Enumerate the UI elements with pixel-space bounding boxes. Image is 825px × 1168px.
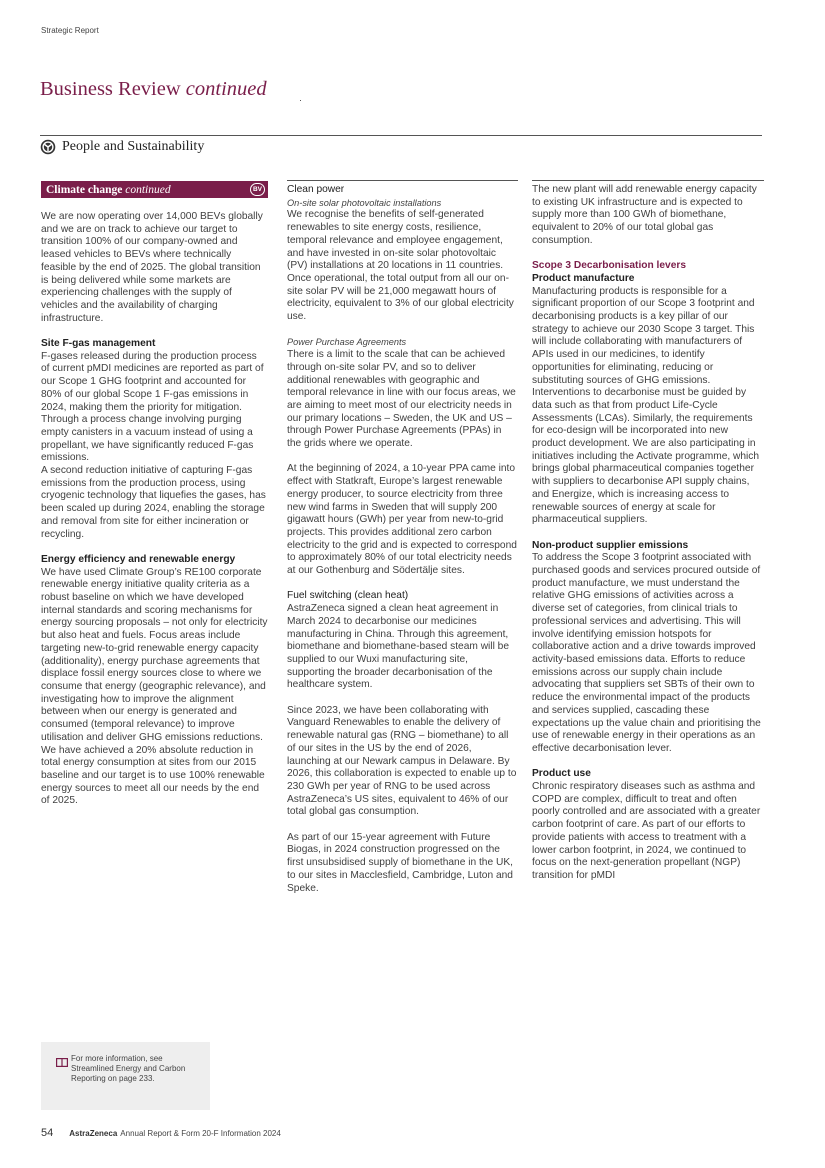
fuel-paragraph-1: AstraZeneca signed a clean heat agreement in March 2024 to decarbonise our medicines manufacturing in China. Through this agreement, biomethane and biomethane-based steam will be supplied to our Wuxi manufacturing site, supporting the broader decarbonisation of the healthcare system. [287, 603, 510, 691]
product-use-paragraph: Chronic respiratory diseases such as asthma and COPD are complex, difficult to treat and often poorly controlled and are associated with a greater carbon footprint of care. As part of our efforts to provide patients with access to treatment with a lower carbon footprint, in 2024, we continued to focus on the next-generation propellant (NGP) transition for pMDI [532, 781, 761, 881]
solar-paragraph: We recognise the benefits of self-generated renewables to site energy costs, resilience, temporal relevance and employee engagement, and have invested in on-site solar photovoltaic (PV) installations at 20 locations in 11 countries. Once operational, the total output from all our on-site solar PV will be 21,000 megawatt hours of electricity, equivalent to 3% of our global electricity use. [287, 209, 514, 323]
banner-title [46, 184, 171, 196]
page-title [40, 78, 267, 101]
fgas-paragraph-1: F-gases released during the production process of current pMDI medicines are reported as part of our Scope 1 GHG footprint and accounted for 80% of our global Scope 1 F-gas emissions in 2024, making them the priority for mitigation. Through a process change involving purging empty canisters in a vacuum instead of using a propellant, we have significantly reduced F-gas emissions. [41, 350, 264, 464]
footer [41, 1127, 281, 1139]
climate-change-banner [41, 181, 268, 198]
fuel-paragraph-3: As part of our 15-year agreement with Future Biogas, in 2024 construction progressed on the first unsubsidised supply of biomethane in the UK, to our sites in Macclesfield, Cambridge, Luton and Speke. [287, 831, 513, 894]
stray-dot [300, 100, 301, 101]
plant-paragraph: The new plant will add renewable energy capacity to existing UK infrastructure and is expected to supply more than 100 GWh of biomethane, equivalent to 20% of our total global gas consumption. [532, 184, 757, 246]
brand-name: AstraZeneca [69, 1129, 118, 1138]
ppa-subheading: Power Purchase Agreements [287, 337, 407, 348]
energy-heading: Energy efficiency and renewable energy [41, 553, 236, 565]
scope3-heading: Scope 3 Decarbonisation levers [532, 260, 687, 272]
ppa-paragraph-2: At the beginning of 2024, a 10-year PPA came into effect with Statkraft, Europe’s largest renewable energy producer, to source electricity from three new wind farms in Sweden that will supply 200 gigawatt hours (GWh) per year from new-to-grid projects. This provides additional zero carbon electricity to the grid and is expected to correspond to approximately 80% of our total electricity needs at our Gothenburg and Södertälje sites. [287, 463, 517, 577]
column-3 [532, 184, 764, 883]
report-title: Annual Report & Form 20-F Information 2024 [120, 1129, 281, 1138]
ppa-paragraph-1: There is a limit to the scale that can be achieved through on-site solar PV, and so to deliver additional renewables with geographic and temporal relevance in line with our focus areas, we are aiming to meet most of our electricity needs in our primary locations – Sweden, the UK and US – through Power Purchase Agreements (PPAs) in the grids where we operate. [287, 349, 516, 450]
section-label: Strategic Report [41, 26, 99, 35]
bv-badge: BV [250, 183, 265, 196]
fuel-heading: Fuel switching (clean heat) [287, 590, 409, 602]
column-2 [287, 184, 518, 895]
fuel-paragraph-2: Since 2023, we have been collaborating with Vanguard Renewables to enable the delivery of renewable natural gas (RNG – biomethane) to all of our sites in the US by the end of 2026, launching at our Newark campus in Delaware. By 2026, this collaboration is expected to enable up to 230 GWh per year of RNG to be used across AstraZeneca’s US sites, equivalent to 46% of our total global gas consumption. [287, 704, 517, 818]
page-number: 54 [41, 1127, 54, 1139]
section-divider [40, 135, 762, 136]
solar-subheading: On-site solar photovoltaic installations [287, 197, 442, 208]
column-3-rule [532, 180, 764, 181]
page-title-continued: continued [185, 78, 267, 100]
clean-power-heading: Clean power [287, 184, 345, 195]
section-header [40, 139, 204, 155]
info-link[interactable]: For more information, see Streamlined Energy and Carbon Reporting on page 233. [71, 1054, 186, 1084]
non-product-heading: Non-product supplier emissions [532, 539, 689, 551]
energy-paragraph: We have used Climate Group’s RE100 corporate renewable energy initiative quality criteria as a robust baseline on which we have developed internal standards and scoring mechanisms for energy sourcing proposals – not only for electricity but also heat and fuels. Focus areas include targeting new-to-grid renewable energy capacity (additionality), energy purchase agreements that displace fossil energy sources close to where we consume that energy (geographic relevance), and investigating how to improve the alignment between when our energy is generated and consumed (temporal relevance) to improve utilisation and deliver GHG emissions reductions. We have achieved a 20% absolute reduction in total energy consumption at sites from our 2015 baseline and our target is to use 100% renewable energy sources to meet all our needs by the end of 2025. [41, 566, 268, 807]
bev-paragraph: We are now operating over 14,000 BEVs globally and we are on track to achieve our target to transition 100% of our company-owned and leased vehicles to BEVs where technically feasible by the end of 2025. The global transition is being delivered while some markets are experiencing challenges with the supply of vehicles and the availability of charging infrastructure. [41, 211, 263, 324]
sustainability-globe-icon [40, 139, 56, 155]
info-box [41, 1042, 210, 1110]
section-title: People and Sustainability [62, 139, 205, 154]
fgas-heading: Site F-gas management [41, 338, 156, 350]
product-use-heading: Product use [532, 768, 591, 780]
page-title-main: Business Review [40, 78, 181, 100]
column-1 [41, 211, 268, 808]
book-icon [56, 1054, 68, 1063]
column-2-rule [287, 180, 518, 181]
non-product-paragraph: To address the Scope 3 footprint associated with purchased goods and services procured outside of product manufacture, we must understand the relative GHG emissions of activities across a diverse set of categories, from clinical trials to professional services and advertising. This will involve identifying emission hotspots for collaborative action and a drive towards improved activity-based emissions data. Efforts to reduce emissions across our supply chain include advocating that suppliers set SBTs of their own to reduce the environmental impact of the products and services supplied, cascading these expectations up the value chain and prioritising the use of renewable energy in their operations as an effective decarbonisation lever. [532, 552, 761, 754]
fgas-paragraph-2: A second reduction initiative of capturing F-gas emissions from the production process, using cryogenic technology that liquefies the gases, has been scaled up during 2024, enabling the storage and removal from site for either incineration or recycling. [41, 465, 266, 540]
banner-title-continued: continued [125, 183, 171, 196]
product-manufacture-heading: Product manufacture [532, 272, 635, 284]
product-manufacture-paragraph: Manufacturing products is responsible for a significant proportion of our Scope 3 footprint and decarbonising products is a key pillar of our strategy to achieve our 2030 Scope 3 target. This will include collaborating with manufacturers of APIs used in our medicines, to identify opportunities for eliminating, reducing or substituting sources of GHG emissions. Interventions to decarbonise must be guided by data such as that from product Life-Cycle Assessments (LCAs). Similarly, the requirements for eco-design will be incorporated into new product development. We are also participating in initiatives including the Activate programme, which brings global pharmaceutical companies together with suppliers to decarbonise API supply chains, and Energize, which is increasing access to renewable sources of energy at scale for pharmaceutical suppliers. [532, 285, 760, 526]
banner-title-main: Climate change [46, 183, 123, 196]
